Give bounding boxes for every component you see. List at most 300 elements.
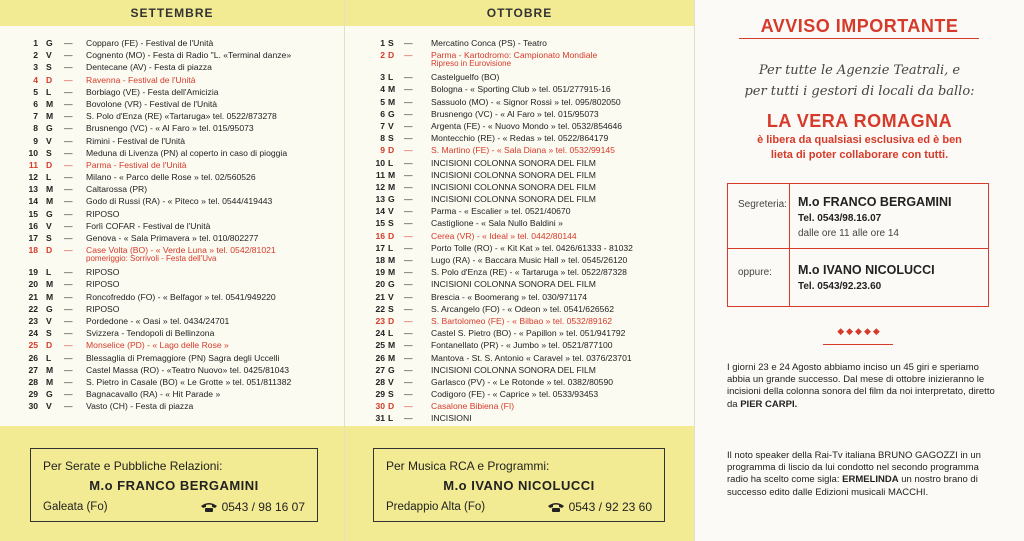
schedule-row [345,71,694,83]
news-text: Il noto speaker della Rai-Tv italiana BRUNO GAGOZZI in un programma di liscio da lui condotto nel secondo programma radio ha scelto come sigla: [727,450,981,486]
row-dash: — [404,303,413,314]
day-number: 8 [380,133,385,144]
schedule-row [345,303,694,315]
schedule-row [345,364,694,376]
event-text: S. Pietro in Casale (BO) « Le Grotte » tel. 051/811382 [86,376,292,387]
event-text: INCISIONI COLONNA SONORA DEL FILM [431,181,596,192]
weekday-letter: D [388,230,395,241]
day-number: 26 [375,352,385,363]
row-dash: — [64,111,73,122]
divider [728,248,988,249]
day-number: 6 [380,108,385,119]
schedule-row [0,110,344,122]
schedule-row [0,49,344,61]
news-text: un nostro brano di successo edito dalle Edizioni musicali MACCHI. [727,474,978,498]
day-number: 14 [375,206,385,217]
weekday-letter: M [46,279,54,290]
event-text: Fontanellato (PR) - « Jumbo » tel. 0521/877100 [431,340,613,351]
weekday-letter: V [388,120,394,131]
event-text: Porto Tolle (RO) - « Kit Kat » tel. 0426/61333 - 81032 [431,242,633,253]
event-text: RIPOSO [86,303,120,314]
telephone-icon [547,502,565,513]
row-dash: — [404,169,413,180]
day-number: 25 [375,340,385,351]
row-dash: — [404,218,413,229]
schedule-row [0,400,344,412]
weekday-letter: M [388,96,396,107]
row-dash: — [404,401,413,412]
schedule-row [345,217,694,229]
secretary-name: M.o FRANCO BERGAMINI [798,195,952,209]
band-statement-line-2: lieta di poter collaborare con tutti. [770,149,949,161]
news-paragraph-2 [727,450,997,499]
day-number: 6 [33,98,38,109]
row-dash: — [404,206,413,217]
day-number: 25 [28,340,38,351]
row-dash: — [64,245,73,256]
day-number: 14 [28,196,38,207]
schedule-row [0,303,344,315]
event-text: Garlasco (PV) - « Le Rotonde » tel. 0382/80590 [431,376,614,387]
weekday-letter: G [46,123,53,134]
weekday-letter: S [46,62,52,73]
day-number: 21 [375,291,385,302]
weekday-letter: L [46,172,52,183]
row-dash: — [404,84,413,95]
secretary-label: Segreteria: [738,199,787,210]
event-text: Sassuolo (MO) - « Signor Rossi » tel. 095/802050 [431,96,621,107]
row-dash: — [404,230,413,241]
band-statement-line-1: è libera da qualsiasi esclusiva ed è ben [757,134,962,146]
day-number: 13 [28,184,38,195]
schedule-row [0,86,344,98]
day-number: 20 [375,279,385,290]
diamond-ornament: ◆◆◆◆◆ [837,326,882,336]
weekday-letter: G [388,364,395,375]
row-dash: — [64,291,73,302]
schedule-row [345,49,694,71]
weekday-letter: M [46,196,54,207]
weekday-letter: S [388,389,394,400]
event-text: INCISIONI COLONNA SONORA DEL FILM [431,194,596,205]
weekday-letter: M [388,340,396,351]
day-number: 11 [28,159,38,170]
contact-label: Per Serate e Pubbliche Relazioni: [43,459,223,473]
row-dash: — [404,38,413,48]
schedule-row [345,412,694,424]
event-text: Godo di Russi (RA) - « Piteco » tel. 0544/419443 [86,196,273,207]
event-text: Parma - « Escalier » tel. 0521/40670 [431,206,571,217]
contacts-box [727,183,989,307]
day-number: 15 [28,208,38,219]
day-number: 12 [28,172,38,183]
row-dash: — [64,315,73,326]
weekday-letter: M [388,255,396,265]
weekday-letter: L [46,352,52,363]
weekday-letter: S [46,233,52,243]
event-text: Roncofreddo (FO) - « Belfagor » tel. 0541/949220 [86,291,276,302]
event-text: Parma - Kartodromo: Campionato Mondiale [431,50,598,61]
day-number: 11 [375,169,385,180]
contact-name: M.o IVANO NICOLUCCI [443,478,595,493]
schedule-row [345,266,694,278]
weekday-letter: V [46,220,52,231]
schedule-row [345,254,694,266]
day-number: 27 [375,364,385,375]
contact-phone [547,500,652,514]
event-text: S. Martino (FE) - « Sala Diana » tel. 0532/99145 [431,145,615,156]
schedule-row [345,83,694,95]
avviso-panel [694,0,1024,541]
event-text: Case Volta (BO) - « Verde Luna » tel. 0542/81021 [86,245,276,256]
weekday-letter: L [388,413,394,424]
event-text: INCISIONI COLONNA SONORA DEL FILM [431,364,596,375]
schedule-row [0,159,344,171]
row-dash: — [404,291,413,302]
schedule-row [0,376,344,388]
event-text: Mantova - St. S. Antonio « Caravel » tel. 0376/23701 [431,352,632,363]
day-number: 19 [28,267,38,278]
row-dash: — [64,159,73,170]
avviso-title: AVVISO IMPORTANTE [760,16,959,36]
event-text: Casalone Bibiena (FI) [431,401,515,412]
row-dash: — [404,96,413,107]
row-dash: — [64,62,73,73]
event-text: S. Polo d'Enza (RE) «Tartaruga» tel. 0522/873278 [86,111,277,122]
day-number: 5 [380,96,385,107]
event-text: Svizzera - Tendopoli di Bellinzona [86,328,215,339]
weekday-letter: M [388,169,396,180]
event-text: Dentecane (AV) - Festa di piazza [86,62,212,73]
day-number: 1 [380,38,385,48]
event-text: Lugo (RA) - « Baccara Music Hall » tel. 0545/26120 [431,255,628,265]
day-number: 24 [28,328,38,339]
weekday-letter: G [388,194,395,205]
row-dash: — [64,401,73,412]
weekday-letter: L [46,86,52,97]
weekday-letter: D [388,50,395,61]
event-text: Caltarossa (PR) [86,184,148,195]
event-text: Montecchio (RE) - « Redas » tel. 0522/864179 [431,133,609,144]
day-number: 12 [375,181,385,192]
schedule-list-ottobre [345,37,694,425]
event-text: Bagnacavallo (RA) - « Hit Parade » [86,389,221,400]
schedule-list-settembre [0,37,344,412]
schedule-row [0,232,344,244]
event-text: Genova - « Sala Primavera » tel. 010/802277 [86,233,259,243]
event-text: Rimini - Festival de l'Unità [86,135,186,146]
schedule-row [345,132,694,144]
schedule-row [0,74,344,86]
day-number: 2 [380,50,385,61]
month-title-settembre: SETTEMBRE [130,6,214,20]
secretary-hours: dalle ore 11 alle ore 14 [798,228,899,239]
day-number: 21 [28,291,38,302]
day-number: 24 [375,328,385,339]
weekday-letter: L [388,72,394,83]
row-dash: — [404,352,413,363]
schedule-row [0,135,344,147]
row-dash: — [64,340,73,351]
row-dash: — [404,157,413,168]
schedule-row [345,242,694,254]
day-number: 4 [33,74,38,85]
weekday-letter: S [46,328,52,339]
schedule-row [0,195,344,207]
day-number: 3 [33,62,38,73]
row-dash: — [64,279,73,290]
alternate-name: M.o IVANO NICOLUCCI [798,263,935,277]
weekday-letter: V [46,401,52,412]
event-text: Mercatino Conca (PS) - Teatro [431,38,547,48]
alternate-label: oppure: [738,267,772,278]
schedule-row [345,144,694,156]
event-text: S. Polo d'Enza (RE) - « Tartaruga » tel. 0522/87328 [431,267,627,278]
day-number: 9 [33,135,38,146]
weekday-letter: M [46,364,54,375]
day-number: 15 [375,218,385,229]
weekday-letter: D [46,159,53,170]
day-number: 18 [375,255,385,265]
schedule-row [0,122,344,134]
row-dash: — [64,208,73,219]
schedule-row [345,193,694,205]
weekday-letter: V [46,50,52,61]
telephone-icon [200,502,218,513]
day-number: 4 [380,84,385,95]
row-dash: — [64,303,73,314]
weekday-letter: S [388,133,394,144]
secretary-phone: Tel. 0543/98.16.07 [798,213,882,224]
schedule-row [345,157,694,169]
day-number: 22 [375,303,385,314]
day-number: 10 [28,147,38,158]
schedule-row [0,278,344,290]
row-dash: — [404,72,413,83]
day-number: 9 [380,145,385,156]
weekday-letter: M [46,291,54,302]
day-number: 17 [375,242,385,253]
row-dash: — [404,389,413,400]
row-dash: — [404,108,413,119]
day-number: 2 [33,50,38,61]
event-text: Codigoro (FE) - « Caprice » tel. 0533/93453 [431,389,599,400]
row-dash: — [64,38,73,48]
schedule-row [345,400,694,412]
event-text: Cognento (MO) - Festa di Radio "L. «Terminal danze» [86,50,292,61]
day-number: 7 [33,111,38,122]
contact-box-bergamini [30,448,318,522]
event-text: Milano - « Parco delle Rose » tel. 02/560526 [86,172,256,183]
day-number: 8 [33,123,38,134]
contact-phone-number: 0543 / 98 16 07 [221,500,305,514]
schedule-row [345,230,694,242]
news-text: I giorni 23 e 24 Agosto abbiamo inciso un 45 giri e speriamo abbia un grande successo. Dal mese di ottobre inizieranno le incisioni della colonna sonora del film da noi interpretato, diretto da [727,362,995,410]
weekday-letter: M [46,376,54,387]
weekday-letter: D [46,74,53,85]
weekday-letter: G [46,208,53,219]
row-dash: — [404,133,413,144]
contact-city: Galeata (Fo) [43,501,108,513]
row-dash: — [404,376,413,387]
weekday-letter: D [46,340,53,351]
day-number: 16 [28,220,38,231]
event-text: Castel Massa (RO) - «Teatro Nuovo» tel. 0425/81043 [86,364,290,375]
schedule-row [0,327,344,339]
row-dash: — [404,242,413,253]
row-dash: — [64,389,73,400]
contact-box-nicolucci [373,448,665,522]
weekday-letter: M [46,111,54,122]
day-number: 18 [28,245,38,256]
schedule-row [0,315,344,327]
weekday-letter: L [388,328,394,339]
ottobre-panel [344,0,694,541]
weekday-letter: S [388,38,394,48]
row-dash: — [64,147,73,158]
schedule-row [345,339,694,351]
row-dash: — [404,120,413,131]
day-number: 29 [375,389,385,400]
event-text: Brusnengo (VC) - « Al Faro » tel. 015/95073 [86,123,254,134]
row-dash: — [64,98,73,109]
weekday-letter: G [388,108,395,119]
schedule-row [0,61,344,73]
contact-city: Predappio Alta (Fo) [386,501,486,513]
day-number: 10 [375,157,385,168]
song-title: ERMELINDA [842,474,899,486]
row-dash: — [404,181,413,192]
weekday-letter: S [388,303,394,314]
day-number: 31 [375,413,385,424]
weekday-letter: D [46,245,53,256]
schedule-row [345,291,694,303]
event-text: Forlì COFAR - Festival de l'Unità [86,220,211,231]
weekday-letter: V [388,206,394,217]
event-text: Castiglione - « Sala Nullo Baldini » [431,218,563,229]
schedule-row [0,183,344,195]
schedule-row [0,147,344,159]
day-number: 23 [375,315,385,326]
alternate-phone: Tel. 0543/92.23.60 [798,281,882,292]
event-text: Castelguelfo (BO) [431,72,500,83]
event-text: INCISIONI COLONNA SONORA DEL FILM [431,157,596,168]
day-number: 7 [380,120,385,131]
weekday-letter: S [46,147,52,158]
event-subtext: pomeriggio: Sorrivoli - Festa dell'Uva [86,254,217,264]
event-text: Argenta (FE) - « Nuovo Mondo » tel. 0532/854646 [431,120,623,131]
weekday-letter: V [46,135,52,146]
weekday-letter: G [388,279,395,290]
row-dash: — [404,328,413,339]
row-dash: — [64,74,73,85]
schedule-row [345,169,694,181]
row-dash: — [404,50,413,61]
row-dash: — [64,352,73,363]
schedule-row [0,220,344,232]
event-text: Brusnengo (VC) - « Al Faro » tel. 015/95073 [431,108,599,119]
schedule-row [0,171,344,183]
news-paragraph-1 [727,362,997,411]
row-dash: — [404,340,413,351]
weekday-letter: M [388,352,396,363]
row-dash: — [64,196,73,207]
weekday-letter: D [388,315,395,326]
schedule-row [0,352,344,364]
weekday-letter: M [46,184,54,195]
event-text: Blessaglia di Premaggiore (PN) Sagra degli Uccelli [86,352,280,363]
row-dash: — [64,50,73,61]
event-text: RIPOSO [86,267,120,278]
row-dash: — [64,123,73,134]
row-dash: — [64,86,73,97]
row-dash: — [404,413,413,424]
event-text: Meduna di Livenza (PN) al coperto in caso di pioggia [86,147,288,158]
row-dash: — [404,267,413,278]
weekday-letter: G [46,389,53,400]
event-text: INCISIONI [431,413,472,424]
weekday-letter: V [388,291,394,302]
event-text: Borbiago (VE) - Festa dell'Amicizia [86,86,219,97]
schedule-row [0,339,344,351]
event-text: Ravenna - Festival de l'Unità [86,74,196,85]
row-dash: — [64,328,73,339]
row-dash: — [64,135,73,146]
avviso-script-line-2: per tutti i gestori di locali da ballo: [744,84,975,99]
event-text: Castel S. Pietro (BO) - « Papillon » tel. 051/941792 [431,328,626,339]
event-text: RIPOSO [86,279,120,290]
schedule-row [0,208,344,220]
schedule-row [345,37,694,49]
schedule-row [0,364,344,376]
day-number: 1 [33,38,38,48]
day-number: 28 [28,376,38,387]
schedule-row [0,388,344,400]
row-dash: — [404,364,413,375]
event-text: Bovolone (VR) - Festival de l'Unità [86,98,218,109]
event-text: Brescia - « Boomerang » tel. 030/971174 [431,291,588,302]
row-dash: — [64,184,73,195]
event-text: Bologna - « Sporting Club » tel. 051/277915-16 [431,84,611,95]
schedule-row [345,181,694,193]
weekday-letter: S [388,218,394,229]
weekday-letter: D [388,145,395,156]
day-number: 22 [28,303,38,314]
schedule-row [345,352,694,364]
day-number: 30 [375,401,385,412]
day-number: 5 [33,86,38,97]
weekday-letter: L [46,267,52,278]
weekday-letter: V [388,376,394,387]
weekday-letter: V [46,315,52,326]
weekday-letter: M [388,267,396,278]
row-dash: — [404,194,413,205]
event-text: Vasto (CH) - Festa di piazza [86,401,194,412]
contact-phone-number: 0543 / 92 23 60 [568,500,652,514]
schedule-row [345,205,694,217]
day-number: 19 [375,267,385,278]
day-number: 23 [28,315,38,326]
row-dash: — [64,172,73,183]
ornament-line [823,344,893,345]
event-text: INCISIONI COLONNA SONORA DEL FILM [431,279,596,290]
event-text: S. Arcangelo (FO) - « Odeon » tel. 0541/626562 [431,303,614,314]
schedule-row [0,98,344,110]
divider [789,184,790,306]
settembre-panel [0,0,344,541]
weekday-letter: D [388,401,395,412]
month-title-ottobre: OTTOBRE [486,6,553,20]
